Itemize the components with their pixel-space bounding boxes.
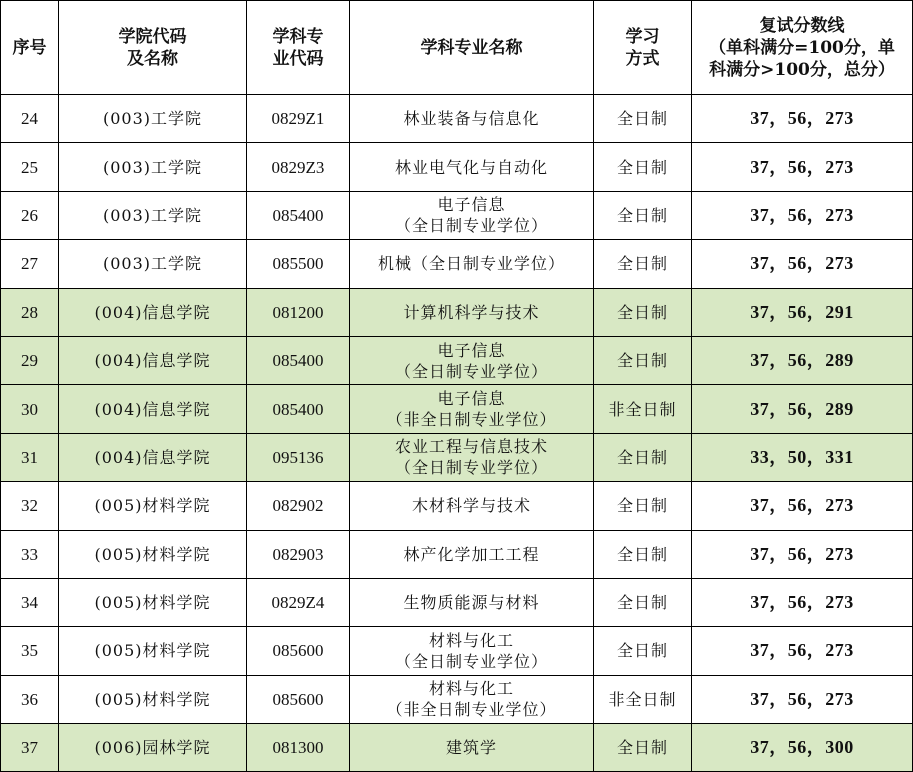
header-college-line: 及名称: [127, 48, 178, 69]
cell-major-name: [350, 191, 594, 239]
cell-study-mode: 全日制: [594, 578, 692, 626]
cell-code: 0829Z4: [247, 578, 350, 626]
cell-college: (004)信息学院: [59, 433, 247, 481]
cell-college: (005)材料学院: [59, 578, 247, 626]
header-name: 学科专业名称: [350, 1, 594, 95]
cell-score: 37，56，273: [692, 482, 913, 530]
cell-score: 33，50，331: [692, 433, 913, 481]
major-name-line: 计算机科学与技术: [403, 302, 540, 322]
cell-major-name: [350, 385, 594, 433]
cell-code: 085400: [247, 336, 350, 384]
header-row: [1, 1, 913, 95]
major-name-line: （全日制专业学位）: [394, 458, 548, 478]
cell-seq: 32: [1, 482, 59, 530]
major-name-line: 机械（全日制专业学位）: [377, 254, 565, 274]
cell-seq: 24: [1, 95, 59, 143]
cell-study-mode: 全日制: [594, 143, 692, 191]
cell-score: 37，56，300: [692, 724, 913, 772]
table-row: [1, 433, 913, 481]
header-college: [59, 1, 247, 95]
major-name-line: 木材科学与技术: [411, 496, 531, 516]
cell-study-mode: 全日制: [594, 191, 692, 239]
table-row: [1, 724, 913, 772]
cell-major-name: [350, 143, 594, 191]
cell-major-name: [350, 240, 594, 288]
cell-major-name: [350, 530, 594, 578]
table-row: [1, 385, 913, 433]
cell-code: 0829Z1: [247, 95, 350, 143]
cell-code: 085600: [247, 627, 350, 675]
cell-study-mode: 全日制: [594, 724, 692, 772]
cell-seq: 33: [1, 530, 59, 578]
cell-college: (005)材料学院: [59, 675, 247, 723]
major-name-line: （全日制专业学位）: [394, 216, 548, 236]
cell-college: (003)工学院: [59, 191, 247, 239]
header-score: [692, 1, 913, 95]
cell-score: 37，56，273: [692, 675, 913, 723]
cell-seq: 29: [1, 336, 59, 384]
table-row: [1, 578, 913, 626]
cell-college: (006)园林学院: [59, 724, 247, 772]
cell-seq: 28: [1, 288, 59, 336]
cell-code: 085500: [247, 240, 350, 288]
cell-study-mode: 全日制: [594, 240, 692, 288]
cell-major-name: [350, 482, 594, 530]
header-code: [247, 1, 350, 95]
cell-study-mode: 全日制: [594, 288, 692, 336]
cell-code: 0829Z3: [247, 143, 350, 191]
table-row: [1, 95, 913, 143]
major-name-line: 电子信息: [437, 389, 506, 409]
major-name-line: （非全日制专业学位）: [386, 700, 557, 720]
table-row: [1, 336, 913, 384]
table-row: [1, 675, 913, 723]
cell-score: 37，56，273: [692, 530, 913, 578]
major-name-line: 农业工程与信息技术: [394, 437, 548, 457]
cell-college: (003)工学院: [59, 143, 247, 191]
header-score-line: 科满分>100分，总分）: [709, 59, 895, 80]
cell-seq: 34: [1, 578, 59, 626]
header-mode-line: 方式: [625, 48, 660, 69]
cell-major-name: [350, 336, 594, 384]
table-row: [1, 143, 913, 191]
major-name-line: 生物质能源与材料: [403, 593, 540, 613]
major-name-line: （全日制专业学位）: [394, 651, 548, 671]
table-body: [1, 95, 913, 772]
cell-seq: 35: [1, 627, 59, 675]
cell-major-name: [350, 724, 594, 772]
cell-code: 085400: [247, 385, 350, 433]
header-mode: [594, 1, 692, 95]
cell-study-mode: 全日制: [594, 627, 692, 675]
table-row: [1, 240, 913, 288]
header-college-line: 学院代码: [118, 26, 187, 47]
header-score-line: （单科满分=100分，单: [709, 37, 895, 58]
cell-seq: 31: [1, 433, 59, 481]
major-name-line: 林产化学加工工程: [403, 544, 540, 564]
cell-study-mode: 全日制: [594, 482, 692, 530]
cell-seq: 37: [1, 724, 59, 772]
major-name-line: 林业装备与信息化: [403, 109, 540, 129]
cell-code: 095136: [247, 433, 350, 481]
header-mode-line: 学习: [625, 26, 660, 47]
cell-code: 082903: [247, 530, 350, 578]
cell-major-name: [350, 433, 594, 481]
major-name-line: （非全日制专业学位）: [386, 410, 557, 430]
cell-seq: 25: [1, 143, 59, 191]
cell-score: 37，56，273: [692, 143, 913, 191]
cell-score: 37，56，273: [692, 191, 913, 239]
cell-study-mode: 全日制: [594, 95, 692, 143]
cell-seq: 27: [1, 240, 59, 288]
cell-score: 37，56，289: [692, 385, 913, 433]
header-code-line: 学科专: [272, 26, 324, 47]
cell-study-mode: 非全日制: [594, 385, 692, 433]
cell-college: (004)信息学院: [59, 336, 247, 384]
cell-college: (005)材料学院: [59, 627, 247, 675]
header-code-line: 业代码: [272, 48, 324, 69]
major-name-line: 建筑学: [445, 738, 497, 758]
table-row: [1, 191, 913, 239]
cell-code: 082902: [247, 482, 350, 530]
cell-college: (004)信息学院: [59, 288, 247, 336]
major-name-line: 材料与化工: [428, 679, 514, 699]
cell-major-name: [350, 675, 594, 723]
cell-score: 37，56，273: [692, 95, 913, 143]
table-row: [1, 288, 913, 336]
major-name-line: 电子信息: [437, 195, 506, 215]
major-name-line: 电子信息: [437, 340, 506, 360]
cell-score: 37，56，291: [692, 288, 913, 336]
cell-seq: 26: [1, 191, 59, 239]
cell-college: (003)工学院: [59, 95, 247, 143]
cell-study-mode: 全日制: [594, 336, 692, 384]
cell-code: 085600: [247, 675, 350, 723]
cell-seq: 36: [1, 675, 59, 723]
cell-major-name: [350, 288, 594, 336]
cell-study-mode: 全日制: [594, 530, 692, 578]
table-row: [1, 530, 913, 578]
cell-code: 081300: [247, 724, 350, 772]
header-seq: 序号: [1, 1, 59, 95]
cell-score: 37，56，273: [692, 627, 913, 675]
cell-major-name: [350, 627, 594, 675]
cell-score: 37，56，289: [692, 336, 913, 384]
cell-study-mode: 非全日制: [594, 675, 692, 723]
cell-code: 081200: [247, 288, 350, 336]
cell-seq: 30: [1, 385, 59, 433]
header-score-line: 复试分数线: [759, 15, 845, 36]
cell-college: (005)材料学院: [59, 482, 247, 530]
cell-college: (005)材料学院: [59, 530, 247, 578]
cell-major-name: [350, 578, 594, 626]
table-row: [1, 627, 913, 675]
table-row: [1, 482, 913, 530]
cell-college: (003)工学院: [59, 240, 247, 288]
major-name-line: （全日制专业学位）: [394, 361, 548, 381]
cell-college: (004)信息学院: [59, 385, 247, 433]
cell-major-name: [350, 95, 594, 143]
table-header: [1, 1, 913, 95]
major-name-line: 材料与化工: [428, 630, 514, 650]
cell-score: 37，56，273: [692, 578, 913, 626]
cell-score: 37，56，273: [692, 240, 913, 288]
major-name-line: 林业电气化与自动化: [394, 157, 548, 177]
cell-study-mode: 全日制: [594, 433, 692, 481]
cell-code: 085400: [247, 191, 350, 239]
